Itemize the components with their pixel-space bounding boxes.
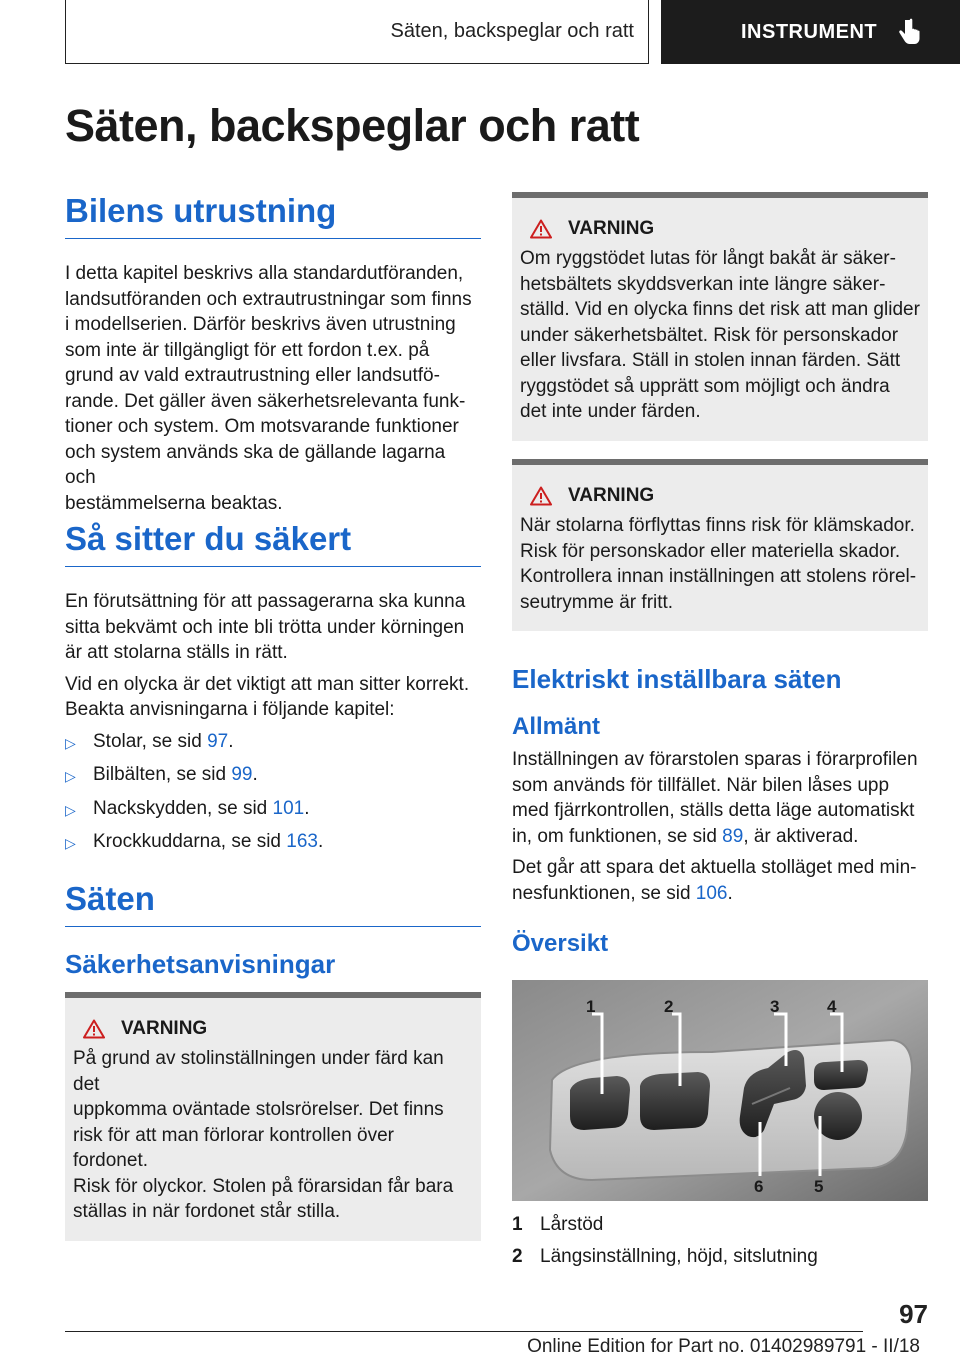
paragraph-sakert-2: Vid en olycka är det viktigt att man sitter korrekt. Beakta anvisningarna i följande kapitel: — [65, 673, 470, 720]
seat-controls-illustration — [512, 980, 928, 1201]
page-number: 97 — [899, 1299, 928, 1329]
footer-divider — [65, 1331, 863, 1332]
callout-2: 2 — [664, 997, 674, 1016]
footer-edition: Online Edition for Part no. 01402989791 - II/18 — [527, 1336, 920, 1357]
bullet-triangle-icon: ▷ — [65, 835, 76, 851]
callout-4: 4 — [827, 997, 837, 1016]
paragraph-allmant-1: Inställningen av förarstolen sparas i förarprofilen som används för tillfället. När bilen låses upp med fjärrkontrollen, ställs detta läge automatiskt in, om funktionen, se sid 89, är aktiverad. — [512, 749, 918, 847]
callout-3: 3 — [770, 997, 780, 1016]
heading-oversikt: Översikt — [512, 930, 609, 957]
reference-list — [65, 729, 481, 857]
warning-box-seat-adjust-driving — [65, 992, 481, 1241]
section-elektriskt-installbara-saten — [512, 664, 928, 958]
warning-header — [520, 218, 920, 240]
bullet-triangle-icon: ▷ — [65, 768, 76, 784]
list-item: ▷ Nackskydden, se sid 101. — [65, 796, 481, 824]
section-sa-sitter-du-sakert — [65, 520, 481, 857]
callout-1: 1 — [586, 997, 596, 1016]
page-link-101[interactable]: 101 — [272, 797, 305, 819]
page-title: Säten, backspeglar och ratt — [65, 100, 640, 151]
warning-text: När stolarna förflyttas finns risk för klämskador. Risk för personskador eller materiella skador. Kontrollera innan inställningen att stolens rörel- seutrymme är fritt. — [520, 515, 917, 613]
heading-elektriskt-installbara-saten: Elektriskt inställbara säten — [512, 664, 842, 694]
header-section-title: Säten, backspeglar och ratt — [390, 20, 634, 42]
header-chapter-tab[interactable] — [661, 0, 960, 64]
warning-text: Om ryggstödet lutas för långt bakåt är säker- hetsbältets skyddsverkan inte längre säker- ställd. Vid en olycka finns det risk att man glider under säkerhetsbältet. Risk för personskador eller livsfara. Ställ in stolen innan färden. Sätt ryggstödet så upprätt som möjligt och ändra det inte under färden. — [520, 248, 920, 422]
warning-label: VARNING — [568, 485, 655, 506]
heading-allmant: Allmänt — [512, 713, 601, 740]
bullet-triangle-icon: ▷ — [65, 734, 76, 751]
legend-item-2: 2 Längsinställning, höjd, sitslutning — [512, 1246, 818, 1267]
page-link-99[interactable]: 99 — [231, 764, 253, 785]
warning-header — [73, 1018, 473, 1040]
page-link-163[interactable]: 163 — [286, 831, 318, 852]
warning-triangle-icon — [83, 1019, 105, 1039]
header-chapter-title: INSTRUMENT — [741, 20, 878, 43]
heading-sa-sitter-du-sakert: Så sitter du säkert — [65, 520, 481, 567]
page-link-97[interactable]: 97 — [207, 730, 229, 752]
paragraph-sakert-1: En förutsättning för att passagerarna ska kunna sitta bekvämt och inte bli trötta under körningen är att stolarna ställs in rätt. — [65, 591, 466, 663]
bullet-triangle-icon: ▷ — [65, 801, 76, 818]
list-item: ▷ Stolar, se sid 97. — [65, 729, 481, 757]
warning-triangle-icon — [530, 219, 552, 239]
section-saten — [65, 880, 481, 980]
warning-box-pinch — [512, 459, 928, 631]
legend-item-1: 1 Lårstöd — [512, 1214, 604, 1235]
page-link-89[interactable]: 89 — [722, 825, 744, 847]
list-item: ▷ Krockkuddarna, se sid 163. — [65, 829, 481, 857]
callout-6: 6 — [754, 1177, 764, 1196]
header-section-tab — [65, 0, 649, 64]
callout-5: 5 — [814, 1177, 824, 1196]
paragraph-allmant-2: Det går att spara det aktuella stolläget med min- nesfunktionen, se sid 106. — [512, 857, 917, 904]
seat-controls-photo — [512, 980, 928, 1201]
heading-bilens-utrustning: Bilens utrustning — [65, 192, 481, 239]
section-bilens-utrustning — [65, 192, 481, 516]
list-item: ▷ Bilbälten, se sid 99. — [65, 762, 481, 790]
heading-saten: Säten — [65, 880, 481, 927]
paragraph-bilens-utrustning: I detta kapitel beskrivs alla standardutföranden, landsutföranden och extrautrustningar som finns i modellserien. Därför beskrivs även utrustning som inte är tillgängligt för ett fordon t.ex. på grund av vald extrautrustning eller landsutfö- rande. Det gäller även säkerhetsrelevanta funk- tioner och system. Om motsvarande funktioner och system används ska de gällande lagarna och bestämmelserna beaktas. — [65, 263, 472, 514]
warning-label: VARNING — [568, 218, 655, 239]
warning-triangle-icon — [530, 486, 552, 506]
page-link-106[interactable]: 106 — [695, 882, 728, 904]
warning-header — [520, 485, 920, 507]
pointing-hand-icon — [897, 18, 923, 46]
heading-sakerhetsanvisningar: Säkerhetsanvisningar — [65, 949, 336, 979]
warning-label: VARNING — [121, 1018, 208, 1039]
warning-box-backrest — [512, 192, 928, 441]
warning-text: På grund av stolinställningen under färd kan det uppkomma oväntade stolsrörelser. Det finns risk för att man förlorar kontrollen över fordonet. Risk för olyckor. Stolen på förarsidan får bara ställas in när fordonet står stilla. — [73, 1048, 454, 1222]
